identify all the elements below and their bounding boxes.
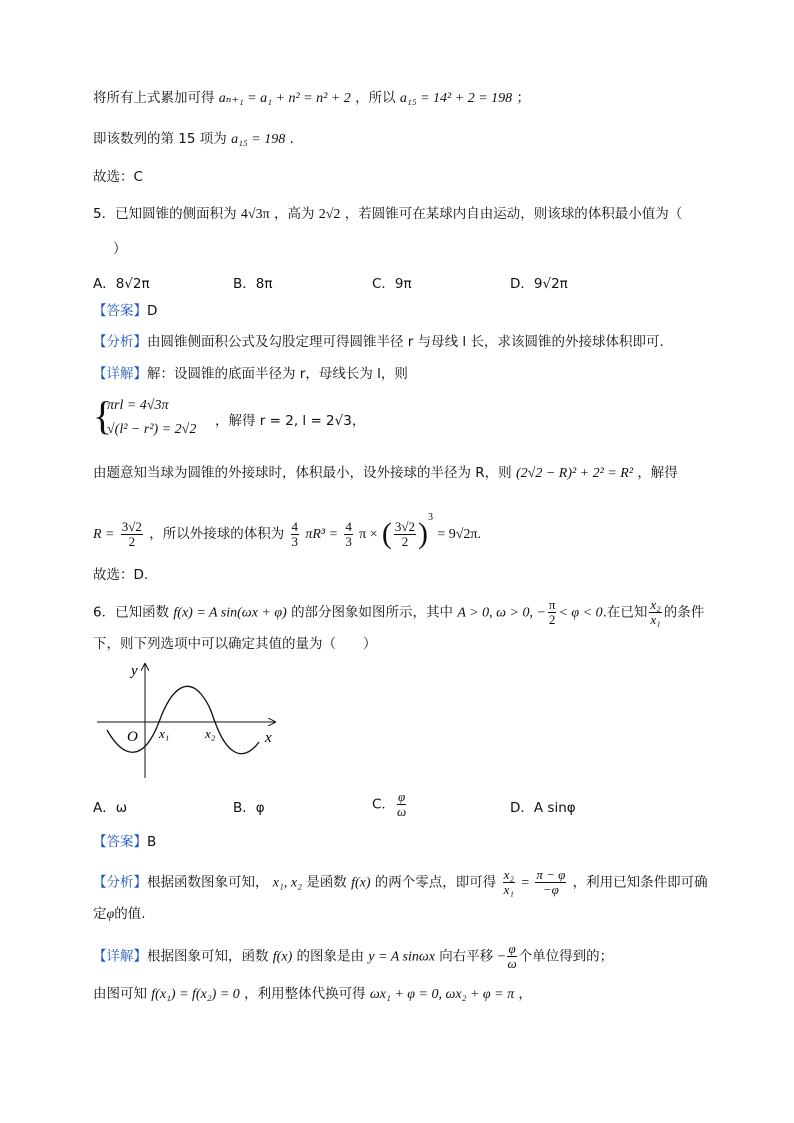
numerator: 4 [291,518,299,534]
denominator: 2 [401,533,409,549]
volume-line [93,508,481,549]
sine-graph [93,658,283,784]
numerator: 3√2 [394,518,416,534]
question-6 [93,598,704,627]
formula: a₁₅ = 14² + 2 = 198 [399,91,513,106]
formula: = 9√2π. [437,527,481,542]
option-d: D．9√2π [510,276,568,292]
option-b-6: B．φ [233,800,265,816]
analysis-text: 由圆锥侧面积公式及勾股定理可得圆锥半径 r 与母线 l 长，求该圆锥的外接球体积即可. [147,334,664,350]
text: ， [518,986,532,1002]
text-line [93,129,294,150]
text: ，利用已知条件即可确 [572,874,708,891]
analysis-tag: 【分析】 [93,874,147,891]
formula: f(x₁) = f(x₂) = 0 [151,987,240,1002]
formula: − [497,949,506,965]
text: 的部分图象如图所示，其中 [291,604,454,621]
formula: f(x) [351,875,371,891]
text: 由题意知当球为圆锥的外接球时，体积最小，设外接球的半径为 R，则 [93,465,512,481]
numerator: x₂ [503,867,514,882]
fraction [344,520,353,549]
option-b: B．8π [233,276,273,292]
option-c-6 [372,790,408,819]
text: ，高为 [273,206,315,222]
denominator: ω [396,804,407,819]
formula: < φ < 0 [558,605,603,621]
text: ； [516,90,530,106]
numerator: π [548,597,556,612]
denominator: ω [507,956,517,971]
detail-6 [93,942,613,971]
text: 的两个零点，即可得 [374,874,497,891]
answer-5 [93,301,157,321]
text: 是函数 [306,874,347,891]
analysis-5 [93,332,664,352]
numerator: 4 [345,518,352,534]
formula: π × [359,527,378,542]
text: . [289,131,294,147]
system-brace: { [93,393,113,438]
formula: a₁₅ = 198 [231,132,286,147]
denominator: x₁ [650,612,661,627]
formula: φ [106,907,115,922]
denominator: 2 [128,533,136,549]
formula: y = A sinωx [368,949,435,965]
formula: (2√2 − R)² + 2² = R² [515,466,634,481]
text: 6．已知函数 [93,604,170,621]
text: 将所有上式累加可得 [93,90,215,106]
text-line [93,88,530,109]
text: 的值. [114,906,146,922]
answer-6 [93,832,156,852]
fraction [397,790,406,819]
denominator: 3 [345,533,352,549]
text: ，解得 [637,465,678,481]
text: 5．已知圆锥的侧面积为 [93,206,237,222]
fraction [394,520,416,549]
fraction [649,598,661,627]
text: ，若圆锥可在某球内自由运动，则该球的体积最小值为（ [344,206,683,222]
system-eq-1: πrl = 4√3π [107,398,169,413]
numerator: π − φ [536,867,566,882]
x1-label: x₁ [159,726,170,741]
text: 由图可知 [93,986,147,1002]
text: .在已知 [602,604,648,621]
fraction [548,598,557,627]
question-6-cont: 下，则下列选项中可以确定其值的量为（ ） [93,636,377,652]
option-c: C．9π [372,276,412,292]
formula: 2√2 [318,207,341,222]
select-line: 故选：C [93,169,143,185]
fraction [535,868,566,897]
detail-tag: 【详解】 [93,366,147,382]
text: 个单位得到的； [518,948,614,965]
final-line [93,984,532,1005]
text: 根据图象可知，函数 [147,948,269,965]
system-result: ，解得 r = 2, l = 2√3， [215,413,366,429]
denominator: 2 [548,612,556,627]
text: 定 [93,906,107,922]
denominator: −φ [542,882,559,897]
detail-tag: 【详解】 [93,948,147,965]
formula: πR³ = [305,527,339,542]
question-5-paren: ） [113,241,127,257]
answer-value: B [147,834,157,850]
answer-value: D [147,303,158,319]
x-label: x [265,730,272,746]
paren-open: ( [381,517,392,550]
analysis-6 [93,868,708,897]
option-d-6: D．A sinφ [510,800,576,816]
select-line: 故选：D. [93,567,149,583]
formula: f(x) = A sin(ωx + φ) [173,605,287,621]
formula: 4√3π [240,207,270,222]
option-a-6: A．ω [93,800,128,816]
numerator: 3√2 [121,518,142,534]
numerator: φ [397,789,406,804]
analysis-tag: 【分析】 [93,334,147,350]
fraction [121,520,143,549]
fraction [507,942,516,971]
text: 即该数列的第 15 项为 [93,131,227,147]
option-a: A．8√2π [93,276,150,292]
formula: aₙ₊₁ = a₁ + n² = n² + 2 [218,91,351,106]
text: 向右平移 [439,948,494,965]
answer-tag: 【答案】 [93,303,147,319]
formula: ωx₁ + φ = 0, ωx₂ + φ = π [369,987,515,1002]
text: ，利用整体代换可得 [244,986,366,1002]
text: ，所以外接球的体积为 [149,526,285,542]
formula: = [521,875,530,891]
question-5 [93,204,682,225]
numerator: φ [508,941,516,956]
exponent: 3 [428,512,434,523]
text: 根据函数图象可知， [147,874,269,891]
detail-5 [93,364,408,384]
numerator: x₂ [650,597,661,612]
paren-close: ) [418,517,429,550]
origin-label: O [127,729,138,745]
y-label: y [131,663,138,679]
denominator: x₁ [503,882,514,897]
text: 的条件 [663,604,705,621]
system-eq-2: √(l² − r²) = 2√2 [107,422,197,437]
formula: A > 0, ω > 0, − [457,605,546,621]
text: 的图象是由 [296,948,365,965]
option-label: C． [372,796,395,813]
detail-text: 解：设圆锥的底面半径为 r，母线长为 l，则 [147,366,408,382]
x2-label: x₂ [205,726,216,741]
fraction [503,868,515,897]
fraction [291,520,300,549]
formula: R = [93,527,115,542]
formula: x₁, x₂ [272,875,302,891]
denominator: 3 [291,533,299,549]
text: ，所以 [355,90,396,106]
extra-line [93,463,678,484]
formula: f(x) [272,949,293,965]
answer-tag: 【答案】 [93,834,147,850]
analysis-6-cont [93,904,146,925]
